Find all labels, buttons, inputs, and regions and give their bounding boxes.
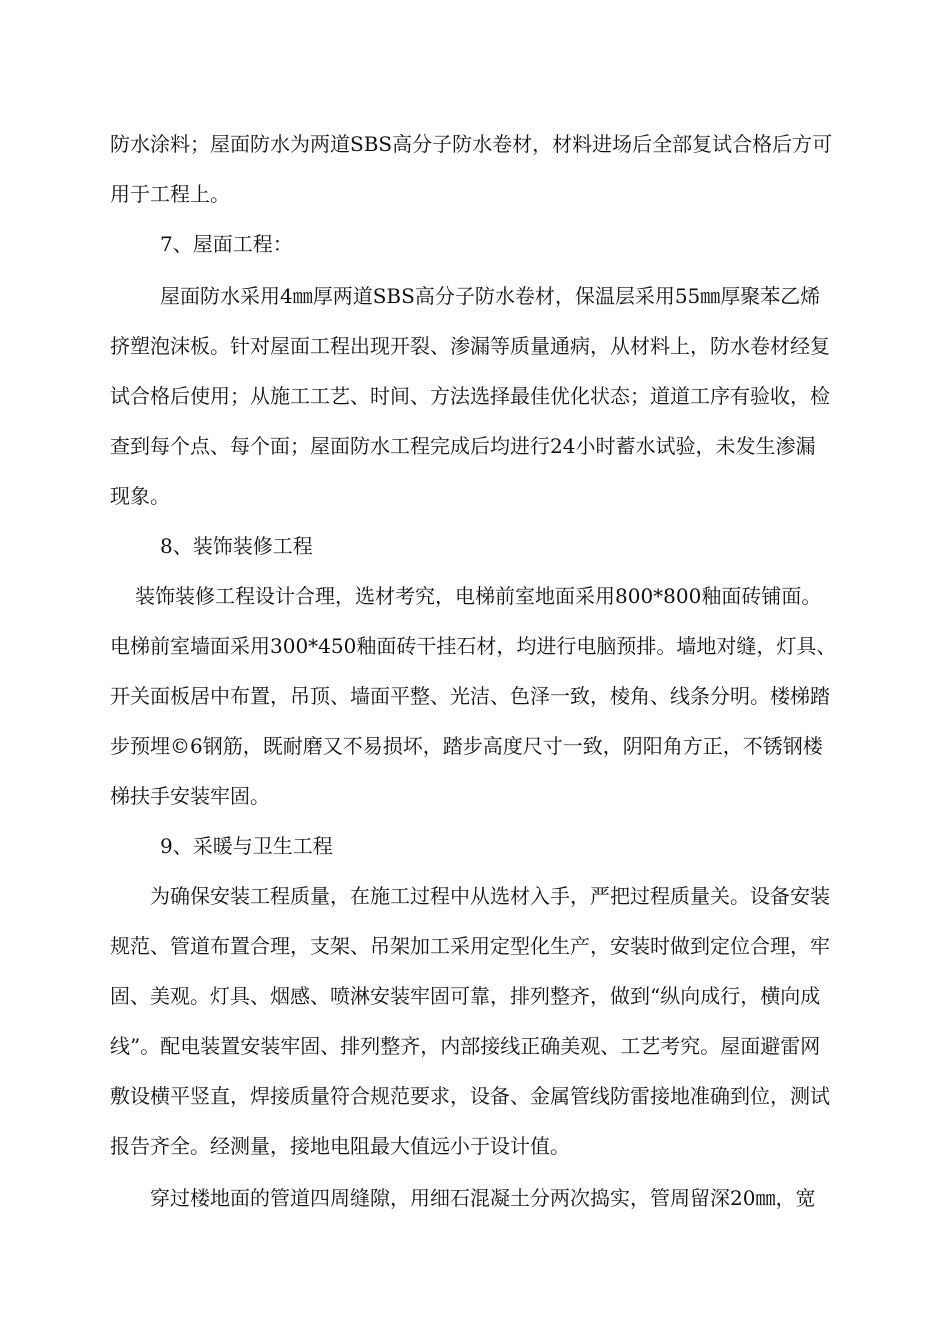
paragraph-line: 屋面防水采用4㎜厚两道SBS高分子防水卷材，保温层采用55㎜厚聚苯乙烯: [160, 284, 821, 308]
paragraph-line: 梯扶手安装牢固。: [110, 784, 270, 808]
paragraph-line: 报告齐全。经测量，接地电阻最大值远小于设计值。: [110, 1134, 570, 1158]
paragraph-line: 试合格后使用；从施工工艺、时间、方法选择最佳优化状态；道道工序有验收，检: [110, 384, 830, 408]
paragraph-line: 查到每个点、每个面；屋面防水工程完成后均进行24小时蓄水试验，未发生渗漏: [110, 434, 816, 458]
paragraph-line: 规范、管道布置合理，支架、吊架加工采用定型化生产，安装时做到定位合理，牢: [110, 934, 830, 958]
paragraph-line: 固、美观。灯具、烟感、喷淋安装牢固可靠，排列整齐，做到“纵向成行，横向成: [110, 984, 821, 1008]
paragraph-line: 线”。配电装置安装牢固、排列整齐，内部接线正确美观、工艺考究。屋面避雷网: [110, 1034, 821, 1058]
paragraph-line: 开关面板居中布置，吊顶、墙面平整、光洁、色泽一致，棱角、线条分明。楼梯踏: [110, 684, 830, 708]
paragraph-line: 电梯前室墙面采用300*450釉面砖干挂石材，均进行电脑预排。墙地对缝，灯具、: [110, 634, 837, 658]
paragraph-line: 为确保安装工程质量，在施工过程中从选材入手，严把过程质量关。设备安装: [150, 884, 830, 908]
paragraph-line: 现象。: [110, 484, 170, 508]
paragraph-line: 防水涂料；屋面防水为两道SBS高分子防水卷材，材料进场后全部复试合格后方可: [110, 132, 833, 156]
paragraph-line: 步预埋©6钢筋，既耐磨又不易损坏，踏步高度尺寸一致，阴阳角方正，不锈钢楼: [110, 734, 823, 758]
paragraph-line: 挤塑泡沫板。针对屋面工程出现开裂、渗漏等质量通病，从材料上，防水卷材经复: [110, 334, 830, 358]
section-heading-roof: 7、屋面工程：: [160, 232, 293, 256]
section-heading-heating-sanitary: 9、采暖与卫生工程: [160, 834, 333, 858]
paragraph-line: 用于工程上。: [110, 182, 230, 206]
paragraph-line: 敷设横平竖直，焊接质量符合规范要求，设备、金属管线防雷接地准确到位，测试: [110, 1084, 830, 1108]
section-heading-decoration: 8、装饰装修工程: [160, 534, 313, 558]
paragraph-line: 穿过楼地面的管道四周缝隙，用细石混凝土分两次捣实，管周留深20㎜，宽: [150, 1186, 816, 1210]
paragraph-line: 装饰装修工程设计合理，选材考究，电梯前室地面采用800*800釉面砖铺面。: [135, 584, 822, 608]
